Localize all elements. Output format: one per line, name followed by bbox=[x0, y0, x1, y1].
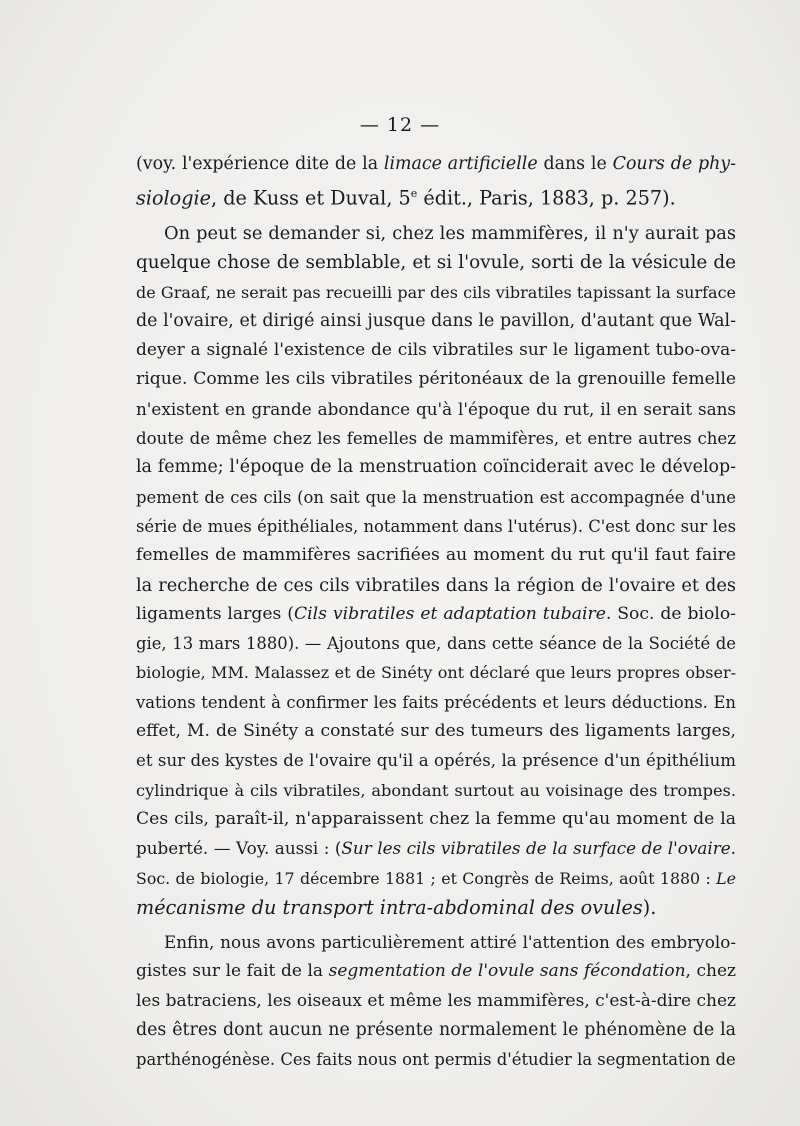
text-segment: de l'ovaire, et dirigé ainsi jusque dans le pavillon, d'autant que Wal- bbox=[136, 310, 736, 331]
text-segment: doute de même chez les femelles de mammifères, et entre autres chez bbox=[136, 429, 736, 449]
paragraph bbox=[136, 219, 736, 922]
text-line bbox=[136, 834, 736, 863]
text-line bbox=[136, 928, 736, 957]
text-segment: biologie, MM. Malassez et de Sinéty ont déclaré que leurs propres obser- bbox=[136, 663, 736, 683]
text-segment: Enfin, nous avons particulièrement attiré l'attention des embryolo- bbox=[164, 932, 736, 953]
text-segment: deyer a signalé l'existence de cils vibratiles sur le ligament tubo-ova- bbox=[136, 340, 736, 361]
paragraph bbox=[136, 928, 736, 1074]
text-segment: effet, M. de Sinéty a constaté sur des tumeurs des ligaments larges, bbox=[136, 721, 736, 742]
text-line bbox=[136, 629, 736, 658]
text-line bbox=[136, 541, 736, 570]
page-number: — 12 — bbox=[359, 114, 441, 136]
text-segment: limace artificielle bbox=[383, 154, 538, 174]
text-segment: édit., Paris, 1883, p. 257). bbox=[417, 186, 676, 210]
text-segment: , chez bbox=[685, 961, 737, 982]
text-line bbox=[136, 453, 736, 482]
text-segment: Ces cils, paraît-il, n'apparaissent chez la femme qu'au moment de la bbox=[136, 808, 736, 829]
text-segment: Soc. de biologie, 17 décembre 1881 ; et Congrès de Reims, août 1880 : bbox=[136, 868, 717, 888]
text-segment: Le bbox=[716, 868, 736, 888]
text-segment: de Graaf, ne serait pas recueilli par des cils vibratiles tapissant la surface bbox=[136, 282, 736, 302]
text-segment: quelque chose de semblable, et si l'ovule, sorti de la vésicule de bbox=[136, 252, 736, 274]
text-line bbox=[136, 688, 736, 717]
text-segment: rique. Comme les cils vibratiles péritonéaux de la grenouille femelle bbox=[136, 369, 736, 390]
text-segment: siologie bbox=[136, 186, 211, 210]
text-line bbox=[136, 179, 736, 213]
text-line bbox=[136, 483, 736, 512]
text-line bbox=[136, 776, 736, 805]
text-line bbox=[136, 248, 736, 277]
text-line bbox=[136, 571, 736, 600]
text-segment: e bbox=[410, 187, 418, 201]
text-segment: ). bbox=[642, 895, 657, 919]
text-segment: On peut se demander si, chez les mammifères, il n'y aurait pas bbox=[164, 222, 736, 244]
text-segment: ligaments larges ( bbox=[136, 603, 295, 624]
paragraph bbox=[136, 150, 736, 213]
text-segment: , de Kuss et Duval, 5 bbox=[211, 186, 411, 210]
text-segment: série de mues épithéliales, notamment dans l'utérus). C'est donc sur les bbox=[136, 516, 736, 536]
text-segment: . bbox=[730, 838, 736, 859]
body-text bbox=[136, 150, 736, 1075]
text-segment: la femme; l'époque de la menstruation coïnciderait avec le dévelop- bbox=[136, 457, 736, 478]
text-segment: femelles de mammifères sacrifiées au moment du rut qu'il faut faire bbox=[136, 545, 736, 566]
text-segment: les batraciens, les oiseaux et même les mammifères, c'est-à-dire chez bbox=[136, 990, 736, 1011]
text-segment: (voy. l'expérience dite de la bbox=[136, 154, 384, 174]
text-segment: . Soc. de biolo- bbox=[605, 603, 736, 624]
text-line bbox=[136, 219, 736, 248]
text-line bbox=[136, 395, 736, 424]
text-segment: des êtres dont aucun ne présente normalement le phénomène de la bbox=[136, 1020, 736, 1040]
text-line bbox=[136, 864, 736, 893]
text-segment: Cours de phy- bbox=[612, 154, 736, 174]
text-segment: cylindrique à cils vibratiles, abondant surtout au voisinage des trompes. bbox=[136, 780, 736, 800]
text-line bbox=[136, 424, 736, 453]
text-segment: vations tendent à confirmer les faits précédents et leurs déductions. En bbox=[136, 692, 736, 712]
text-line bbox=[136, 307, 736, 336]
text-segment: Sur les cils vibratiles de la surface de l'ovaire bbox=[341, 838, 731, 859]
text-line bbox=[136, 658, 736, 687]
text-segment: n'existent en grande abondance qu'à l'époque du rut, il en serait sans bbox=[136, 398, 736, 419]
text-line bbox=[136, 365, 736, 394]
text-segment: gistes sur le fait de la bbox=[136, 961, 329, 982]
text-line bbox=[136, 278, 736, 307]
text-line bbox=[136, 1045, 736, 1074]
text-line bbox=[136, 150, 736, 179]
text-segment: la recherche de ces cils vibratiles dans la région de l'ovaire et des bbox=[136, 574, 736, 596]
text-segment: gie, 13 mars 1880). — Ajoutons que, dans cette séance de la Société de bbox=[136, 634, 736, 654]
text-segment: mécanisme du transport intra-abdominal des ovules bbox=[136, 895, 643, 919]
text-line bbox=[136, 893, 736, 922]
text-line bbox=[136, 1016, 736, 1045]
text-line bbox=[136, 336, 736, 365]
text-segment: segmentation de l'ovule sans fécondation bbox=[328, 961, 686, 982]
text-line bbox=[136, 957, 736, 986]
text-segment: puberté. — Voy. aussi : ( bbox=[136, 838, 342, 859]
text-segment: pement de ces cils (on sait que la menstruation est accompagnée d'une bbox=[136, 487, 736, 507]
text-line bbox=[136, 600, 736, 629]
text-line bbox=[136, 805, 736, 834]
text-segment: Cils vibratiles et adaptation tubaire bbox=[294, 603, 606, 624]
text-segment: et sur des kystes de l'ovaire qu'il a opérés, la présence d'un épithélium bbox=[136, 751, 736, 771]
text-line bbox=[136, 746, 736, 775]
text-line bbox=[136, 512, 736, 541]
text-line bbox=[136, 987, 736, 1016]
text-segment: parthénogénèse. Ces faits nous ont permis d'étudier la segmentation de bbox=[136, 1050, 736, 1070]
text-segment: dans le bbox=[537, 154, 613, 174]
text-line bbox=[136, 717, 736, 746]
